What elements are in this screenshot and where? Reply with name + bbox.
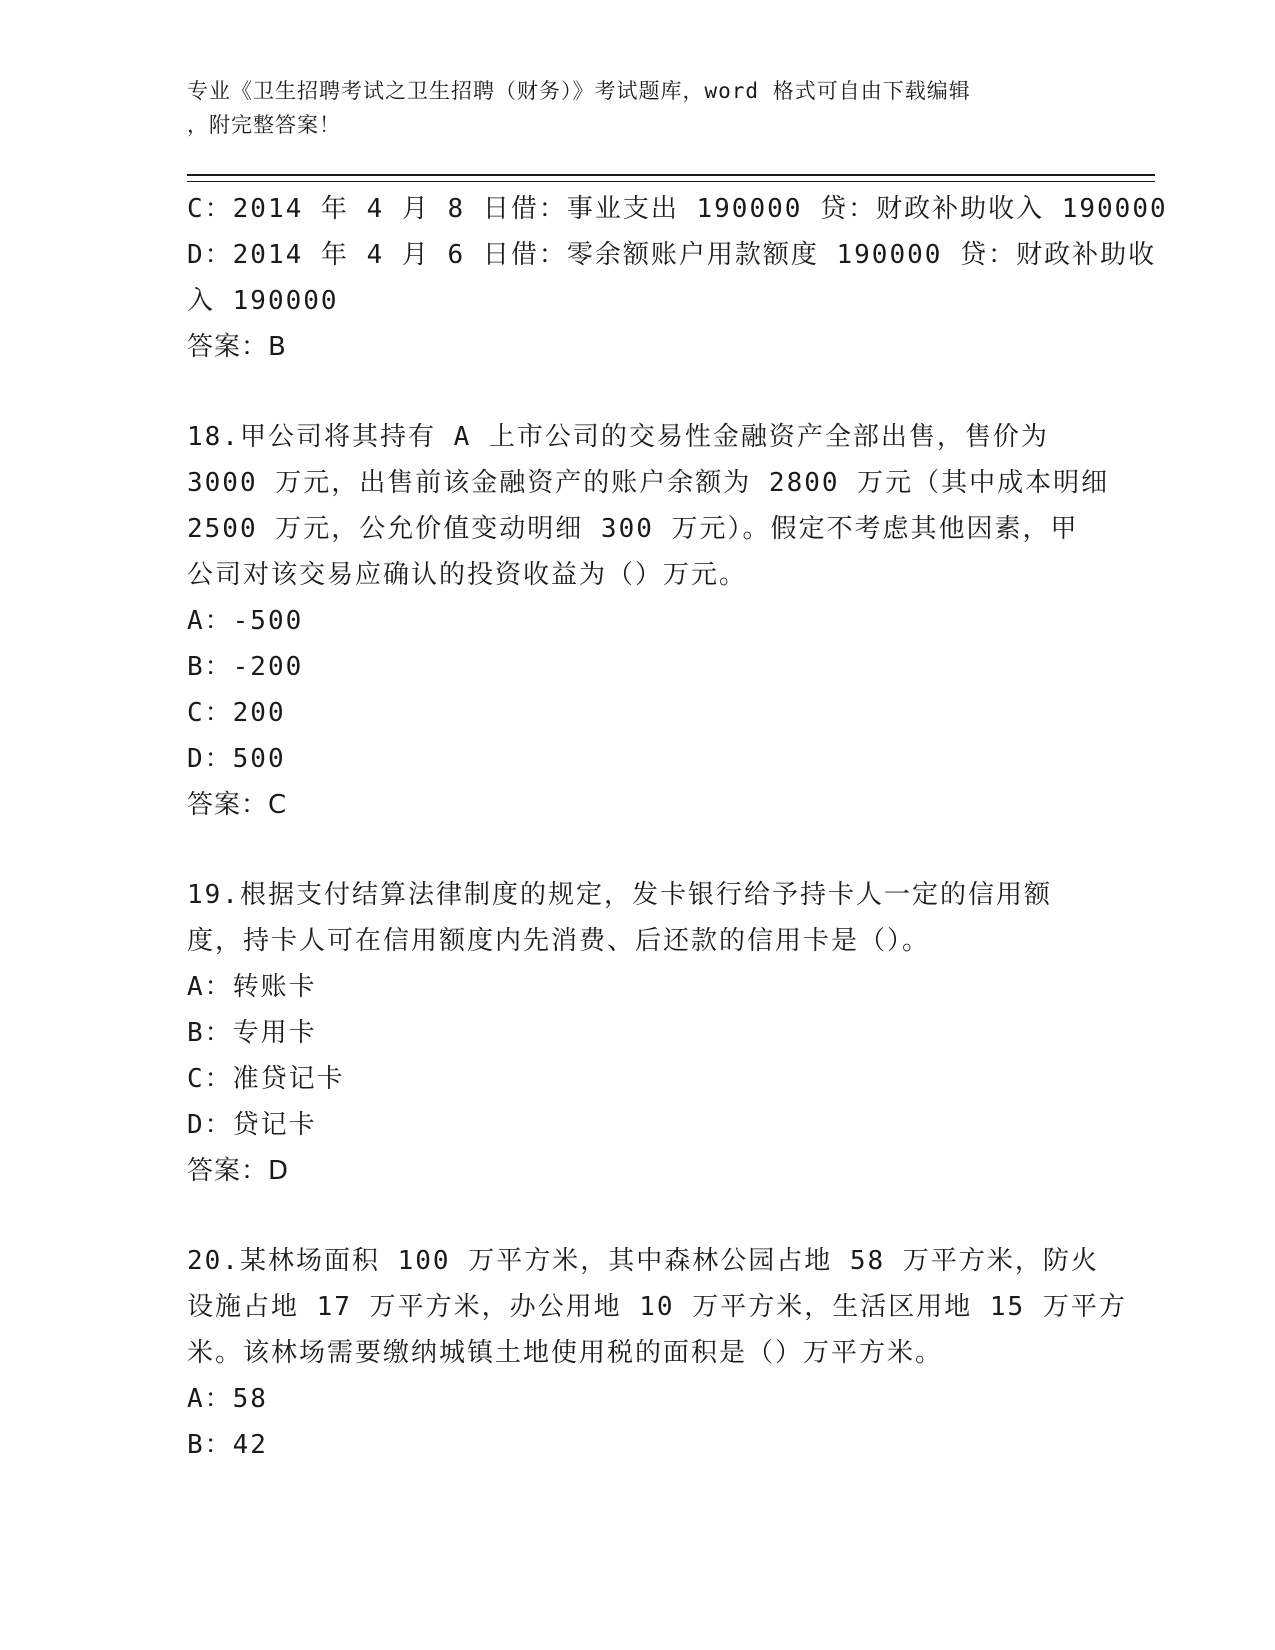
question-text-line: 2500 万元，公允价值变动明细 300 万元）。假定不考虑其他因素，甲 — [187, 514, 1079, 544]
option-a: A：-500 — [187, 606, 304, 636]
option-b: B：-200 — [187, 652, 304, 682]
option-d: D：贷记卡 — [187, 1110, 317, 1140]
answer-line: 答案：B — [187, 332, 287, 362]
document-body — [187, 186, 1168, 1468]
question-text-line: 公司对该交易应确认的投资收益为（）万元。 — [187, 560, 748, 590]
question-18 — [187, 414, 1110, 828]
option-b: B：专用卡 — [187, 1018, 317, 1048]
header-divider-thick — [187, 174, 1155, 176]
option-c: C：准贷记卡 — [187, 1064, 345, 1094]
question-text-line: 20.某林场面积 100 万平方米，其中森林公园占地 58 万平方米，防火 — [187, 1246, 1099, 1276]
header-divider-thin — [187, 181, 1155, 182]
header-line-1: 专业《卫生招聘考试之卫生招聘（财务）》考试题库，word 格式可自由下载编辑 — [187, 79, 971, 103]
answer-line: 答案：D — [187, 1156, 290, 1186]
question-20 — [187, 1238, 1127, 1468]
option-a: A：转账卡 — [187, 972, 317, 1002]
option-a: A：58 — [187, 1384, 268, 1414]
question-19 — [187, 872, 1087, 1194]
header-line-2: ，附完整答案！ — [187, 113, 341, 137]
option-d: D：2014 年 4 月 6 日借：零余额账户用款额度 190000 贷：财政补助收 — [187, 240, 1157, 270]
option-b: B：42 — [187, 1430, 268, 1460]
question-text-line: 19.根据支付结算法律制度的规定，发卡银行给予持卡人一定的信用额 — [187, 880, 1052, 910]
option-c: C：200 — [187, 698, 286, 728]
option-d-continued: 入 190000 — [187, 286, 339, 316]
answer-line: 答案：C — [187, 790, 288, 820]
question-text-line: 米。该林场需要缴纳城镇土地使用税的面积是（）万平方米。 — [187, 1338, 944, 1368]
option-c: C：2014 年 4 月 8 日借：事业支出 190000 贷：财政补助收入 190000 — [187, 194, 1168, 224]
question-17-tail — [187, 186, 1168, 370]
question-text-line: 度，持卡人可在信用额度内先消费、后还款的信用卡是（）。 — [187, 926, 931, 956]
document-header — [187, 74, 1087, 142]
question-text-line: 设施占地 17 万平方米，办公用地 10 万平方米，生活区用地 15 万平方 — [187, 1292, 1127, 1322]
question-text-line: 3000 万元，出售前该金融资产的账户余额为 2800 万元（其中成本明细 — [187, 468, 1110, 498]
question-text-line: 18.甲公司将其持有 A 上市公司的交易性金融资产全部出售，售价为 — [187, 422, 1049, 452]
option-d: D：500 — [187, 744, 286, 774]
